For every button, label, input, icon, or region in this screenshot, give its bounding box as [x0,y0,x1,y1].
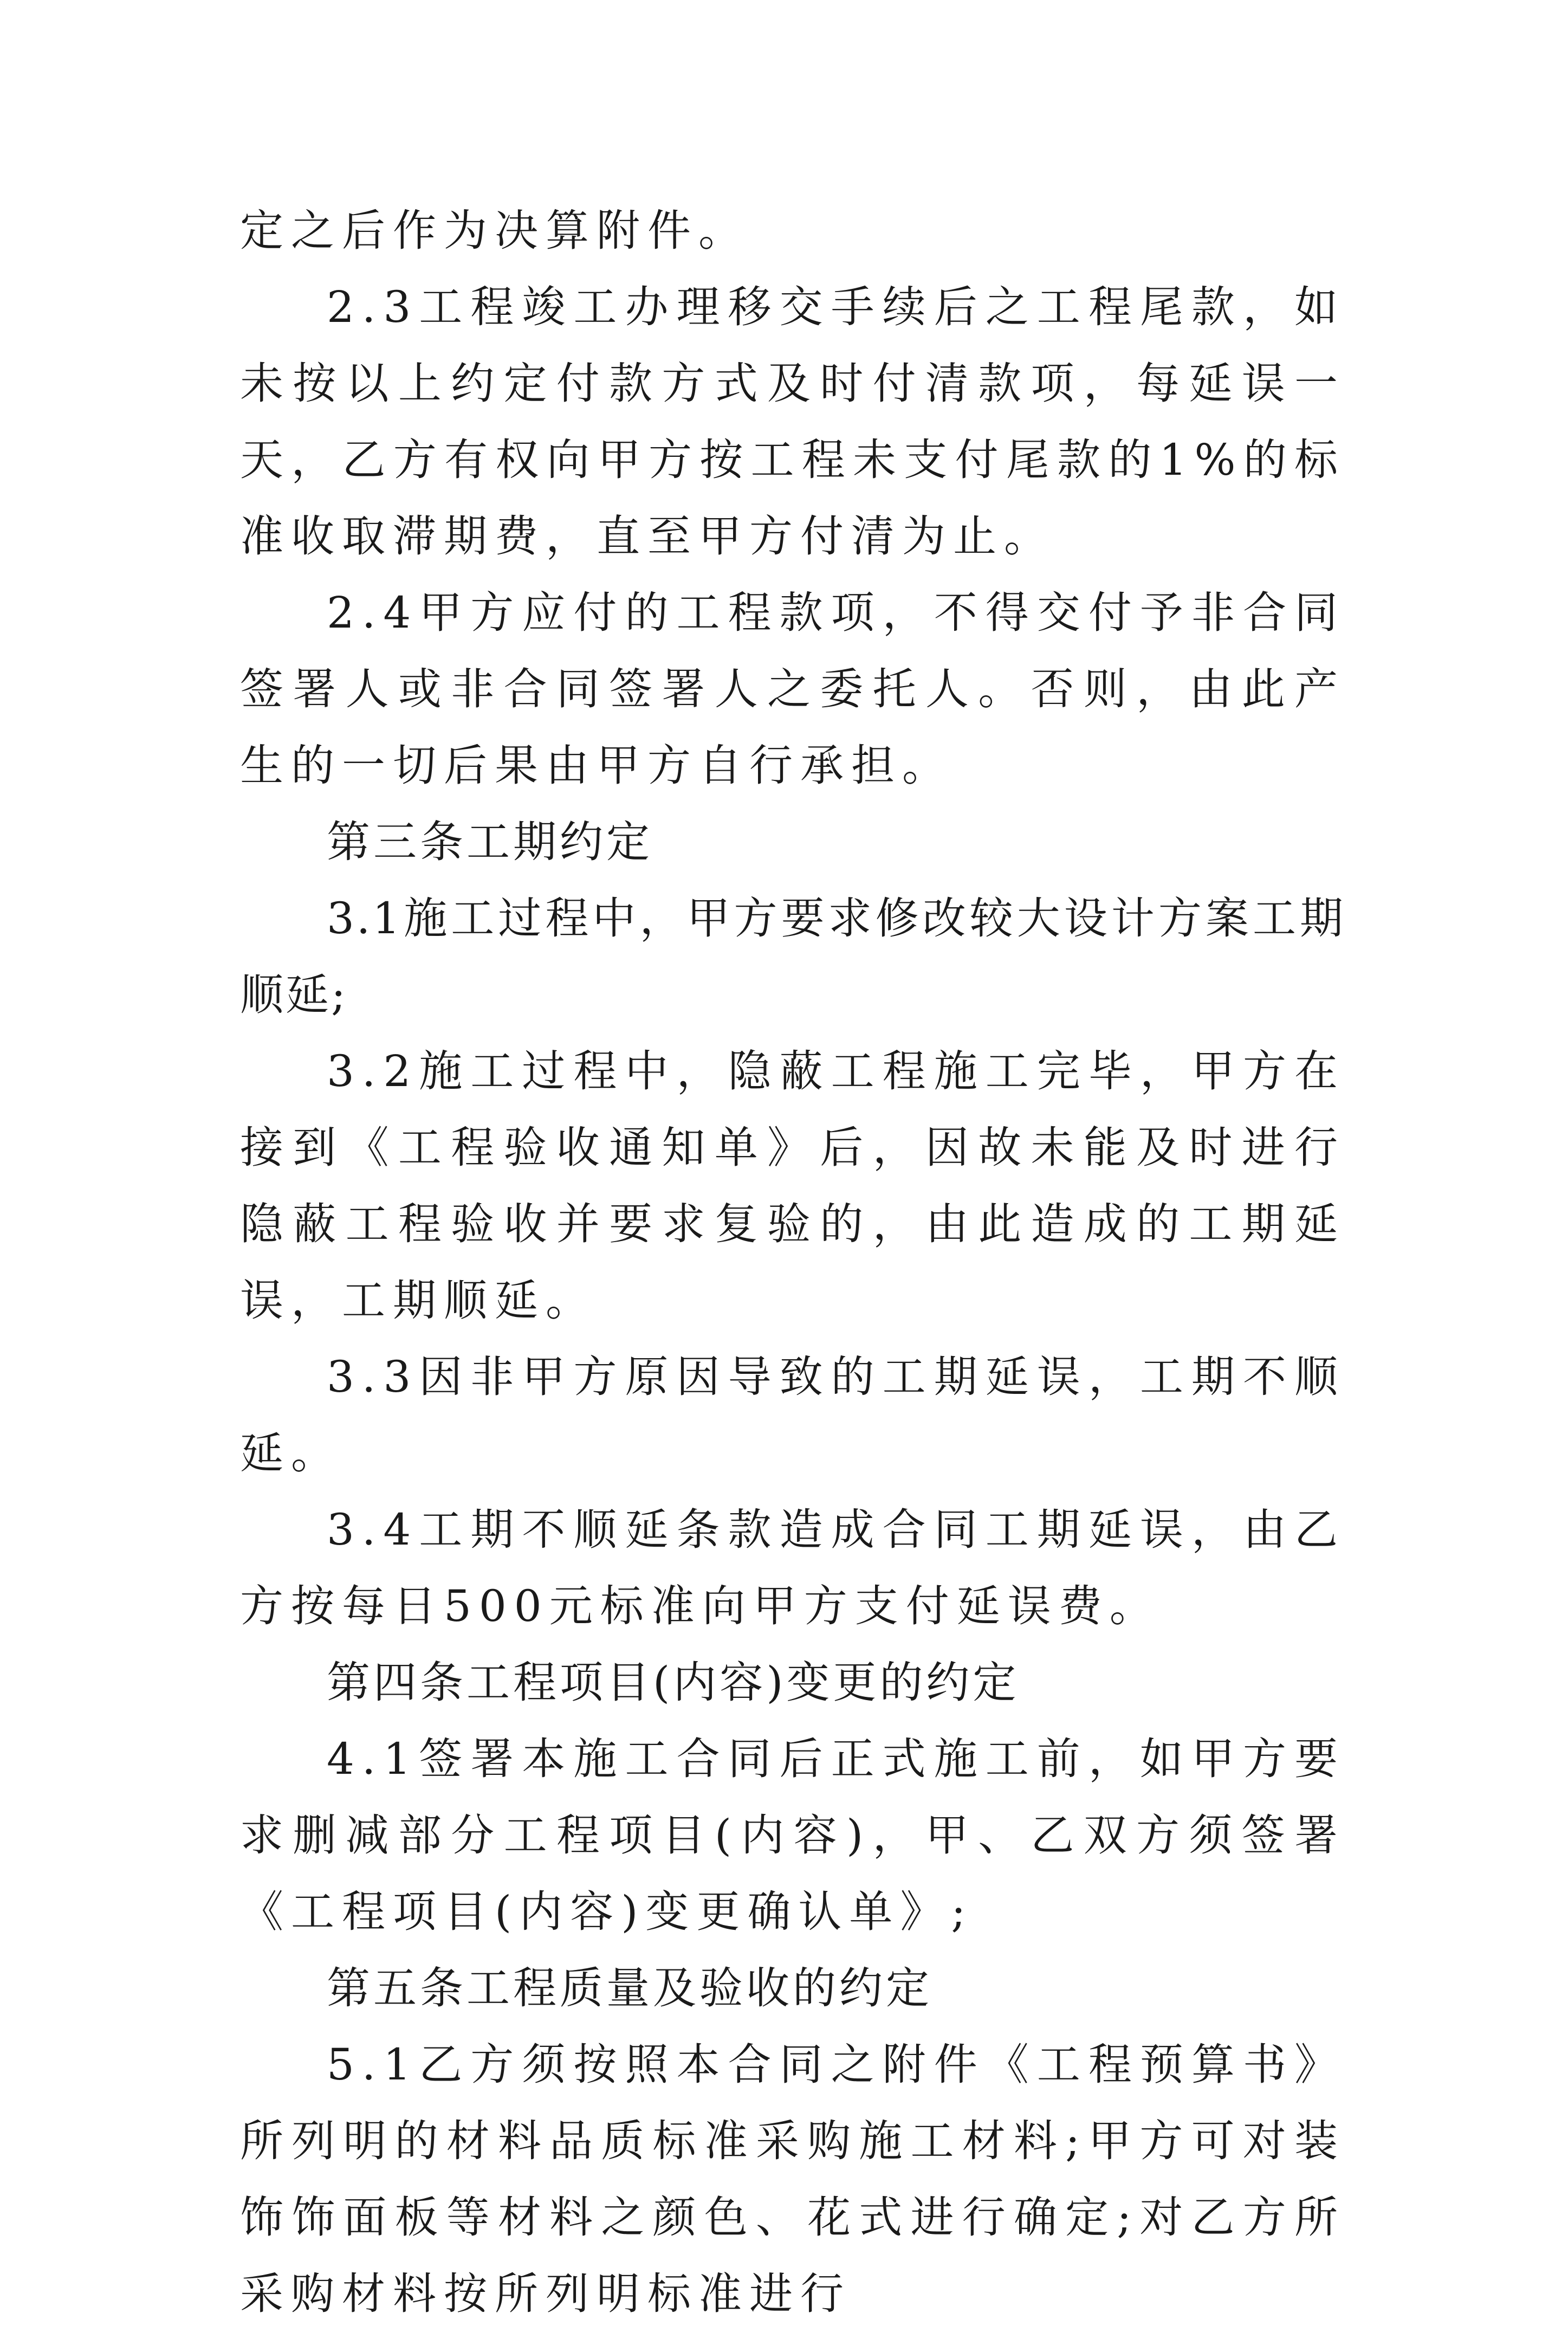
paragraph-3-2: 3.2施工过程中，隐蔽工程施工完毕，甲方在接到《工程验收通知单》后，因故未能及时进行隐蔽工程验收并要求复验的，由此造成的工期延误，工期顺延。 [240,1046,1345,1326]
paragraph-payment-attachment: 定之后作为决算附件。 [240,205,749,256]
section-heading-4: 第四条工程项目(内容)变更的约定 [327,1657,1020,1708]
paragraph-2-3: 2.3工程竣工办理移交手续后之工程尾款，如未按以上约定付款方式及时付清款项，每延误一天，乙方有权向甲方按工程未支付尾款的1%的标准收取滞期费，直至甲方付清为止。 [240,282,1345,561]
paragraph-3-3: 3.3因非甲方原因导致的工期延误，工期不顺延。 [240,1352,1345,1478]
paragraph-4-1: 4.1签署本施工合同后正式施工前，如甲方要求删减部分工程项目(内容)，甲、乙双方须签署《工程项目(内容)变更确认单》; [240,1734,1345,1937]
section-heading-3: 第三条工期约定 [327,817,653,867]
paragraph-5-1: 5.1乙方须按照本合同之附件《工程预算书》所列明的材料品质标准采购施工材料;甲方可对装饰饰面板等材料之颜色、花式进行确定;对乙方所采购材料按所列明标准进行 [240,2039,1345,2319]
document-body [240,192,1345,2332]
section-heading-5: 第五条工程质量及验收的约定 [327,1963,932,2013]
paragraph-3-4: 3.4工期不顺延条款造成合同工期延误，由乙方按每日500元标准向甲方支付延误费。 [240,1504,1345,1631]
paragraph-2-4: 2.4甲方应付的工程款项，不得交付予非合同签署人或非合同签署人之委托人。否则，由此产生的一切后果由甲方自行承担。 [240,587,1345,791]
paragraph-3-1: 3.1施工过程中，甲方要求修改较大设计方案工期顺延; [240,893,1345,1020]
